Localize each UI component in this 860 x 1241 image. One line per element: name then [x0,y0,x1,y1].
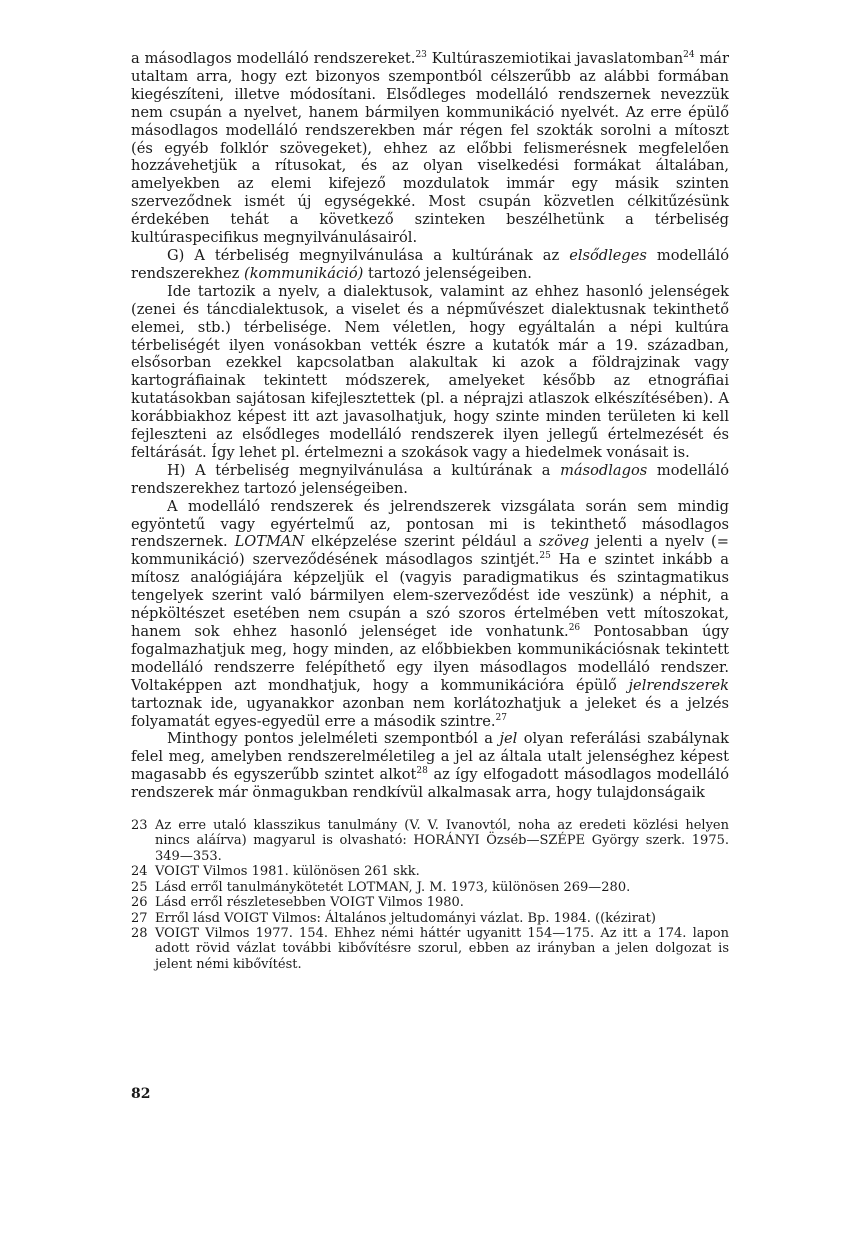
text-run: az így elfogadott másodlagos modelláló rendszerek már önmagukban rendkívül alkalmasak arra, hogy tulajdonságaik [131,766,729,802]
paragraph [131,498,729,731]
emphasis: (kommunikáció) [244,264,364,282]
text-run: Pontosabban úgy fogalmazhatjuk meg, hogy minden, az előbbiekben kommunikációsnak tekintett modelláló rendszerre felépíthető egy ilyen másodlagos modelláló rendszer. Voltaképpen azt mondhatjuk, hogy a kommunikációra épülő [131,623,729,694]
paragraph [131,730,729,802]
footnote-ref: 23 [415,50,427,60]
footnote-ref: 28 [416,766,428,777]
text-run: Ha e szintet inkább a mítosz analógiájára képzeljük el (vagyis paradigmatikus és szintagmatikus tengelyek szerint való bármilyen elem-szerveződést ide veszünk) a néphit, a népköltészet esetében nem csupán a szó szoros értelmében vett mítoszokat, hanem sok ehhez hasonló jelenséget ide vonhatunk. [131,551,729,640]
footnote-number: 23 [131,818,148,834]
text-run: modelláló rendszerekhez tartozó jelenségeiben. [131,461,729,497]
emphasis: szöveg [538,533,590,551]
text-run: a másodlagos modelláló rendszereket. [131,50,416,67]
text-run: H) A térbeliség megnyilvánulása a kultúrának a [167,461,561,479]
paragraph [131,283,729,462]
footnote-ref: 24 [683,50,695,60]
emphasis: LOTMAN [234,533,305,551]
footnote-ref: 25 [539,551,551,562]
footnote [131,895,729,910]
page [131,50,729,972]
footnotes [131,818,729,972]
footnote-text: VOIGT Vilmos 1977. 154. Ehhez némi háttér ugyanitt 154—175. Az itt a 174. lapon adott rövid vázlat további kibővítésre szorul, ebben az irányban a jelen dolgozat is jelent némi kibővítést. [155,925,729,972]
footnote [131,926,729,972]
paragraph [131,462,729,498]
paragraph [131,247,729,283]
footnote-text: Az erre utaló klasszikus tanulmány (V. V. Ivanovtól, noha az eredeti közlési helyen nincs aláírva) magyarul is olvasható: HORÁNYI Özséb—SZÉPE György szerk. 1975. 349—353. [155,818,729,864]
emphasis: jel [499,730,518,748]
text-run: A modelláló rendszerek és jelrendszerek vizsgálata során sem mindig egyöntetű vagy egyértelmű az, pontosan mi is tekinthető másodlagos rendszernek. [131,497,729,551]
footnote-ref: 26 [568,623,581,633]
text-run: elképzelése szerint például a [304,533,539,551]
emphasis: jelrendszerek [628,676,729,694]
footnote [131,911,729,926]
footnote-number: 27 [131,910,148,926]
text-run: már utaltam arra, hogy ezt bizonyos szempontból célszerűbb az alábbi formában kiegészíteni, illetve módosítani. Elsődleges modelláló rendszernek nevezzük nem csupán a nyelvet, hanem bármilyen kommunikáció nyelvét. Az erre épülő másodlagos modelláló rendszerekben már régen fel szokták sorolni a mítoszt (és egyéb folklór szövegeket), ehhez az előbbi felismerésnek megfelelően hozzávehetjük a rítusokat, és az olyan viselkedési formákat általában, amelyekben az elemi kifejező mozdulatok immár egy másik szinten szerveződnek ismét új egységekké. Most csupán közvetlen célkitűzésünk érdekében tehát a következő szinteken beszélhetünk a térbeliség kultúraspecifikus megnyilvánulásairól. [131,50,729,247]
text-run: tartoznak ide, ugyanakkor azonban nem korlátozhatjuk a jeleket és a jelzés folyamatát egyes-egyedül erre a második szintre. [131,694,729,730]
page-number: 82 [131,1086,151,1102]
footnote-number: 26 [131,895,148,911]
footnote-text: Erről lásd VOIGT Vilmos: Általános jeltudományi vázlat. Bp. 1984. ((kézirat) [155,910,656,926]
body-text [131,50,729,802]
text-run: tartozó jelenségeiben. [363,264,532,282]
emphasis: elsődleges [569,246,647,264]
text-run: jelenti a nyelv (= kommunikáció) szerveződésének másodlagos szintjét. [131,533,729,569]
footnote-number: 24 [131,864,148,880]
text-run: modelláló rendszerekhez [131,246,729,282]
footnote [131,880,729,895]
text-run: Kultúraszemiotikai javaslatomban [426,50,684,67]
footnote-number: 25 [131,879,148,895]
footnote-text: VOIGT Vilmos 1981. különösen 261 skk. [155,864,420,880]
emphasis: másodlagos [560,461,648,479]
footnote-number: 28 [131,925,148,941]
text-run: olyan referálási szabálynak felel meg, amelyben rendszerelméletileg a jel az általa utalt jelenséghez képest magasabb és egyszerűbb szintet alkot [131,730,730,784]
text-run: Ide tartozik a nyelv, a dialektusok, valamint az ehhez hasonló jelenségek (zenei és táncdialektusok, a viselet és a népművészet dialektusnak tekinthető elemei, stb.) térbelisége. Nem véletlen, hogy egyáltalán a népi kultúra térbeliségét ilyen vonásokban vették észre a kutatók már a 19. században, elsősorban ezekkel kapcsolatban alakultak ki azok a földrajzinak vagy kartográfiainak tekintett módszerek, amelyeket később az etnográfiai kutatásokban sajátosan kifejlesztettek (pl. a néprajzi atlaszok elkészítésében). A korábbiakhoz képest itt azt javasolhatjuk, hogy szinte minden területen ki kell fejleszteni az elsődleges modelláló rendszerek ilyen jellegű értelmezését és feltárását. Így lehet pl. értelmezni a szokások vagy a hiedelmek vonásait is. [131,282,729,461]
footnote-text: Lásd erről tanulmánykötetét LOTMAN, J. M. 1973, különösen 269—280. [155,879,631,895]
text-run: G) A térbeliség megnyilvánulása a kultúrának az [167,246,570,264]
text-run: Minthogy pontos jelelméleti szempontból a [167,730,500,748]
footnote [131,818,729,864]
footnote [131,864,729,879]
footnote-text: Lásd erről részletesebben VOIGT Vilmos 1980. [155,895,464,911]
footnote-ref: 27 [495,712,507,723]
paragraph [131,50,729,247]
